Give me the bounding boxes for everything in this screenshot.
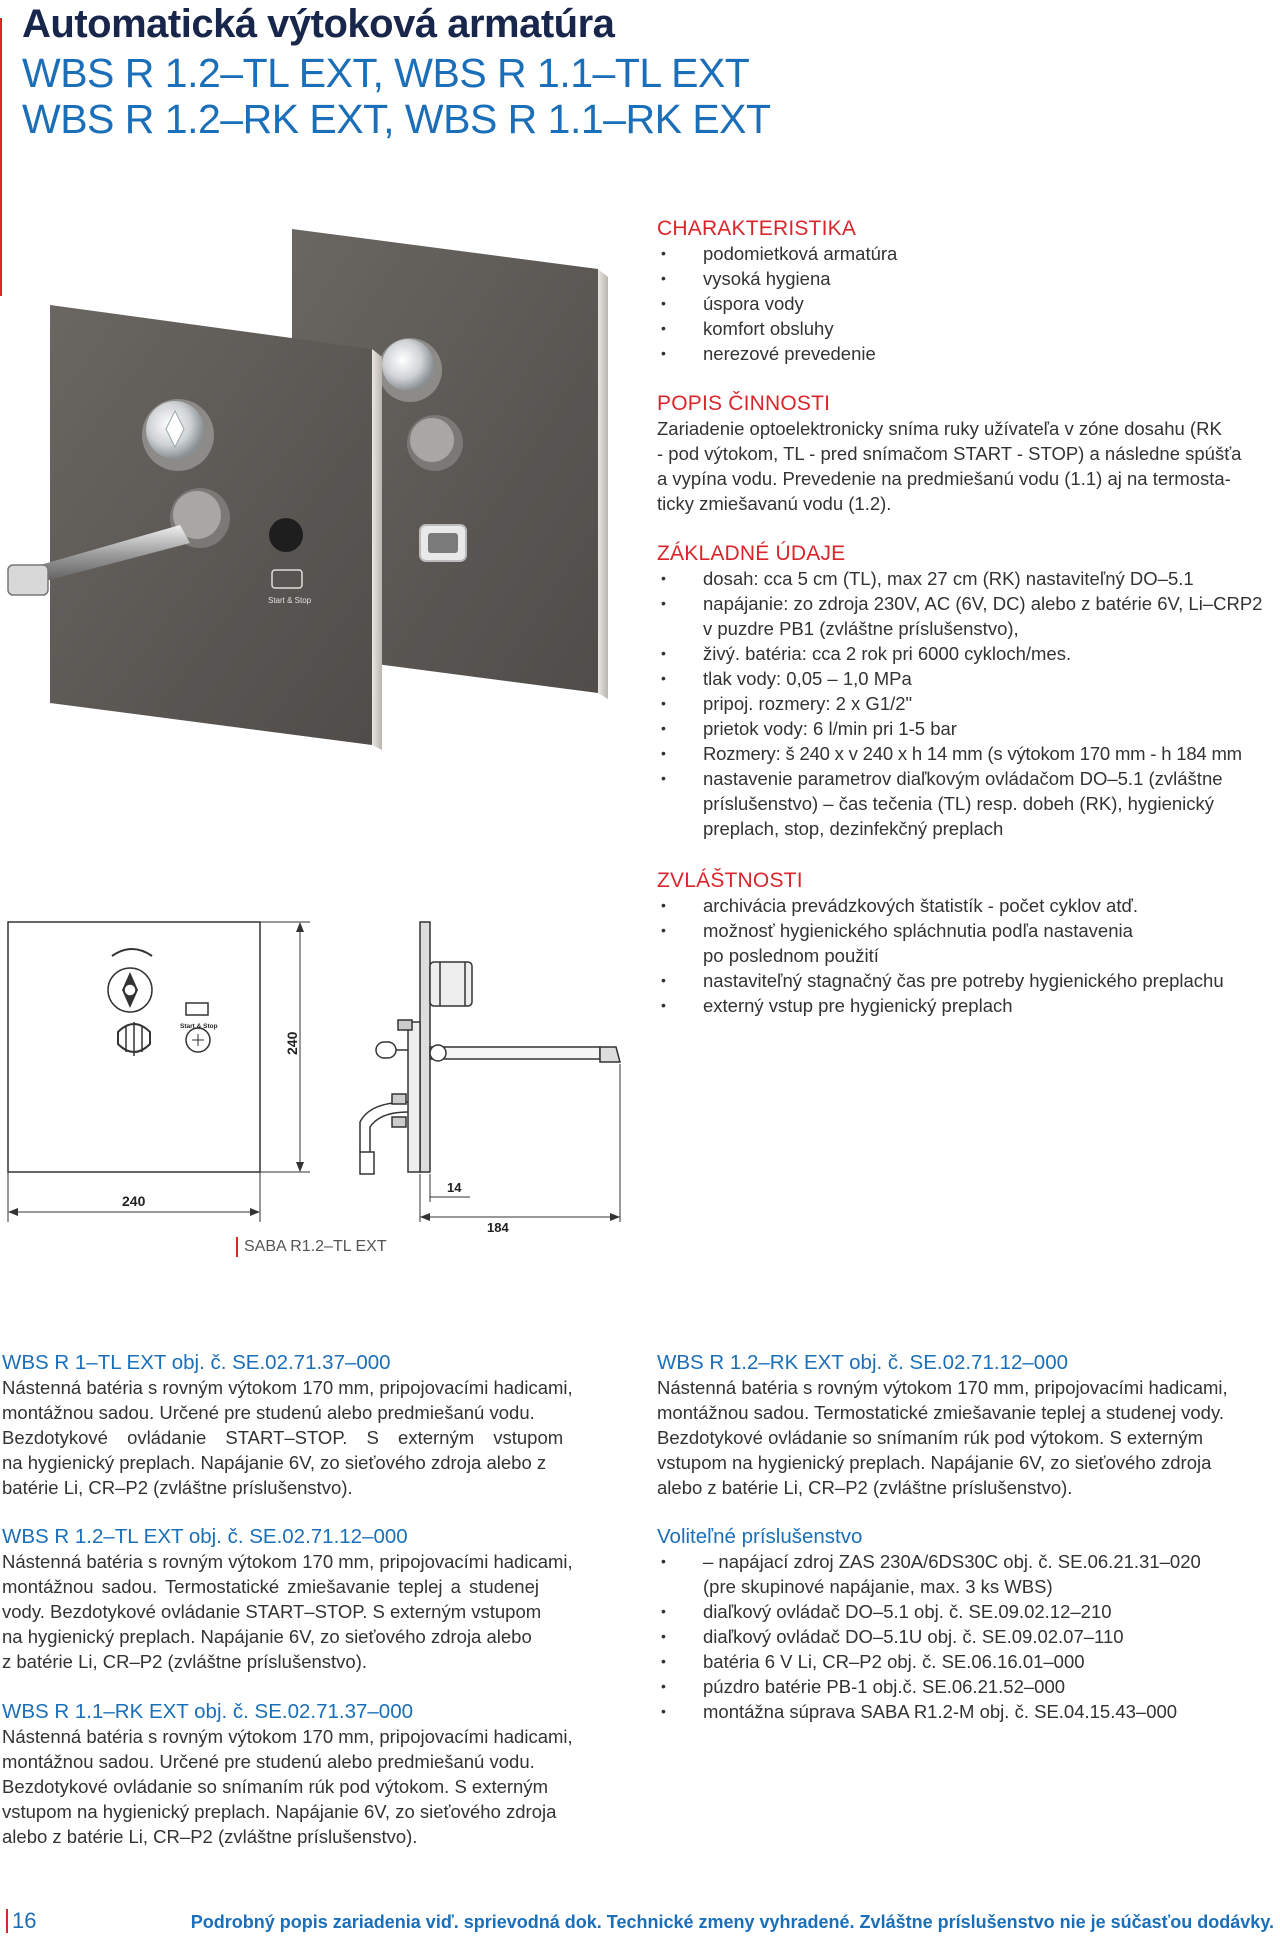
drawing-caption: SABA R1.2–TL EXT	[236, 1237, 387, 1257]
list-item: • napájanie: zo zdroja 230V, AC (6V, DC) alebo z batérie 6V, Li–CRP2 v puzdre PB1 (zvláštne príslušenstvo),	[657, 591, 1280, 641]
list-item: • úspora vody	[657, 291, 1277, 316]
basic-data-heading: ZÁKLADNÉ ÚDAJE	[657, 542, 846, 565]
list-item: • komfort obsluhy	[657, 316, 1277, 341]
list-item: • nerezové prevedenie	[657, 341, 1277, 366]
product-title: WBS R 1.2–TL EXT obj. č. SE.02.71.12–000	[2, 1525, 408, 1548]
text-line: - pod výtokom, TL - pred snímačom START - STOP) a následne spúšťa	[657, 443, 1242, 464]
text-line: a vypína vodu. Prevedenie na predmiešanú vodu (1.1) aj na termosta-	[657, 468, 1231, 489]
dimension-width: 240	[122, 1193, 146, 1209]
product-block	[2, 1525, 627, 1674]
list-item: • archivácia prevádzkových štatistík - počet cyklov atď.	[657, 893, 1280, 918]
product-description: Nástenná batéria s rovným výtokom 170 mm, pripojovacími hadicami, montážnou sadou. Určené pre studenú alebo predmiešanú vodu. Bezdotykové ovládanie START–STOP. S externým vstupom na hygienický preplach. Napájanie 6V, zo sieťového zdroja alebo z batérie Li, CR–P2 (zvláštne príslušenstvo).	[2, 1377, 573, 1498]
list-item: • diaľkový ovládač DO–5.1U obj. č. SE.09.02.07–110	[657, 1624, 1280, 1649]
product-description: Nástenná batéria s rovným výtokom 170 mm, pripojovacími hadicami, montážnou sadou. Termostatické zmiešavanie teplej a studenej vody. Bezdotykové ovládanie START–STOP. S externým vstupom na hygienický preplach. Napájanie 6V, zo sieťového zdroja alebo z batérie Li, CR–P2 (zvláštne príslušenstvo).	[2, 1551, 573, 1672]
accessories-heading: Voliteľné príslušenstvo	[657, 1525, 863, 1548]
product-block	[2, 1351, 627, 1500]
product-block	[657, 1351, 1280, 1500]
product-title: WBS R 1.2–RK EXT obj. č. SE.02.71.12–000	[657, 1351, 1068, 1374]
list-item: • batéria 6 V Li, CR–P2 obj. č. SE.06.16.01–000	[657, 1649, 1280, 1674]
list-item: • Rozmery: š 240 x v 240 x h 14 mm (s výtokom 170 mm - h 184 mm	[657, 741, 1280, 766]
characteristics-list	[657, 241, 1277, 366]
list-item: • nastavenie parametrov diaľkovým ovládačom DO–5.1 (zvláštne príslušenstvo) – čas tečenia (TL) resp. dobeh (RK), hygienický preplach, stop, dezinfekčný preplach	[657, 766, 1280, 841]
basic-data-list	[657, 566, 1280, 841]
list-item: • – napájací zdroj ZAS 230A/6DS30C obj. č. SE.06.21.31–020 (pre skupinové napájanie, max. 3 ks WBS)	[657, 1549, 1280, 1599]
text-line: Zariadenie optoelektronicky sníma ruky užívateľa v zóne dosahu (RK	[657, 418, 1222, 439]
product-photo	[0, 225, 640, 750]
list-item: • vysoká hygiena	[657, 266, 1277, 291]
page-title: Automatická výtoková armatúra	[22, 2, 615, 46]
dimension-total: 184	[487, 1220, 509, 1232]
list-item: • púzdro batérie PB-1 obj.č. SE.06.21.52–000	[657, 1674, 1280, 1699]
special-list	[657, 893, 1280, 1018]
special-heading: ZVLÁŠTNOSTI	[657, 869, 803, 892]
page-number-marker	[6, 1909, 8, 1933]
operation-section	[657, 392, 1280, 516]
dimension-height: 240	[284, 1031, 300, 1055]
list-item: • živý. batéria: cca 2 rok pri 6000 cykloch/mes.	[657, 641, 1280, 666]
footer-note: Podrobný popis zariadenia viď. sprievodná dok. Technické zmeny vyhradené. Zvláštne príslušenstvo nie je súčasťou dodávky.	[190, 1912, 1274, 1932]
product-description: Nástenná batéria s rovným výtokom 170 mm, pripojovacími hadicami, montážnou sadou. Určené pre studenú alebo predmiešanú vodu. Bezdotykové ovládanie so snímaním rúk pod výtokom. S externým vstupom na hygienický preplach. Napájanie 6V, zo sieťového zdroja alebo z batérie Li, CR–P2 (zvláštne príslušenstvo).	[2, 1726, 573, 1847]
technical-drawing	[0, 912, 640, 1232]
caption-marker	[236, 1237, 238, 1257]
accessories-list	[657, 1549, 1280, 1724]
list-item: • dosah: cca 5 cm (TL), max 27 cm (RK) nastaviteľný DO–5.1	[657, 566, 1280, 591]
list-item: • podomietková armatúra	[657, 241, 1277, 266]
list-item: • možnosť hygienického spláchnutia podľa nastavenia po poslednom použití	[657, 918, 1280, 968]
dimension-depth: 14	[447, 1180, 462, 1195]
characteristics-heading: CHARAKTERISTIKA	[657, 217, 857, 240]
list-item: • pripoj. rozmery: 2 x G1/2"	[657, 691, 1280, 716]
product-title: WBS R 1–TL EXT obj. č. SE.02.71.37–000	[2, 1351, 391, 1374]
page-number: 16	[12, 1908, 37, 1933]
product-description: Nástenná batéria s rovným výtokom 170 mm, pripojovacími hadicami, montážnou sadou. Termostatické zmiešavanie teplej a studenej vody. Bezdotykové ovládanie so snímaním rúk pod výtokom. S externým vstupom na hygienický preplach. Napájanie 6V, zo sieťového zdroja alebo z batérie Li, CR–P2 (zvláštne príslušenstvo).	[657, 1377, 1228, 1498]
photo-start-stop-label: Start & Stop	[268, 596, 312, 605]
operation-heading: POPIS ČINNOSTI	[657, 392, 831, 415]
text-line: ticky zmiešavanú vodu (1.2).	[657, 493, 892, 514]
model-line-1: WBS R 1.2–TL EXT, WBS R 1.1–TL EXT	[22, 50, 750, 96]
product-title: WBS R 1.1–RK EXT obj. č. SE.02.71.37–000	[2, 1700, 413, 1723]
characteristics-section	[657, 217, 1277, 366]
special-section	[657, 869, 1280, 1018]
operation-text	[657, 416, 1280, 516]
drawing-start-stop-label: Start & Stop	[180, 1023, 218, 1030]
list-item: • externý vstup pre hygienický preplach	[657, 993, 1280, 1018]
list-item: • prietok vody: 6 l/min pri 1-5 bar	[657, 716, 1280, 741]
list-item: • diaľkový ovládač DO–5.1 obj. č. SE.09.02.12–210	[657, 1599, 1280, 1624]
basic-data-section	[657, 542, 1280, 841]
product-block	[2, 1700, 627, 1849]
list-item: • montážna súprava SABA R1.2-M obj. č. SE.04.15.43–000	[657, 1699, 1280, 1724]
accessories-section	[657, 1525, 1280, 1724]
list-item: • tlak vody: 0,05 – 1,0 MPa	[657, 666, 1280, 691]
list-item: • nastaviteľný stagnačný čas pre potreby hygienického preplachu	[657, 968, 1280, 993]
model-line-2: WBS R 1.2–RK EXT, WBS R 1.1–RK EXT	[22, 96, 771, 142]
